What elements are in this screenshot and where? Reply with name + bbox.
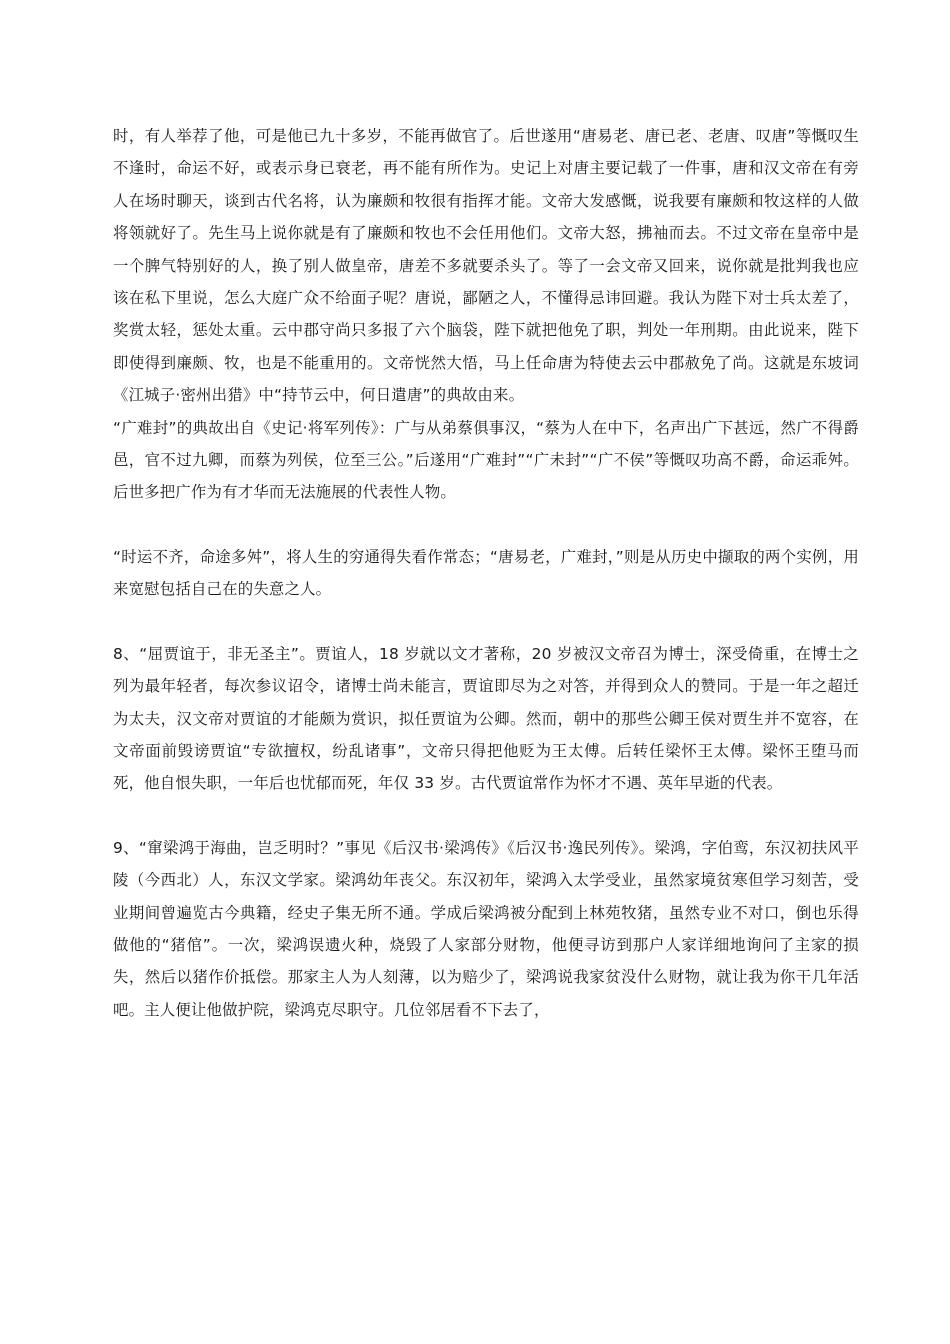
paragraph-guang-nanfeng: “广难封”的典故出自《史记·将军列传》：广与从弟蔡俱事汉，“蔡为人在中下，名声出广下甚远，然广不得爵邑，官不过九卿，而蔡为列侯，位至三公。”后遂用“广难封”“广未封”“广不侯”等慨叹功高不爵，命运乖舛。 后世多把广作为有才华而无法施展的代表性人物。 xyxy=(113,418,859,502)
paragraph-shiyun-buqi: “时运不齐，命途多舛”，将人生的穷通得失看作常态；“唐易老，广难封，”则是从历史中撷取的两个实例，用来宽慰包括自己在的失意之人。 xyxy=(113,547,859,599)
paragraph-tang-story: 时，有人举荐了他，可是他已九十多岁，不能再做官了。后世遂用“唐易老、唐已老、老唐、叹唐”等慨叹生不逢时，命运不好，或表示身已衰老，再不能有所作为。史记上对唐主要记载了一件事，唐和汉文帝在有旁人在场时聊天，谈到古代名将，认为廉颇和牧很有指挥才能。文帝大发感慨，说我要有廉颇和牧这样的人做将领就好了。先生马上说你就是有了廉颇和牧也不会任用他们。文帝大怒，拂袖而去。不过文帝在皇帝中是一个脾气特别好的人，换了别人做皇帝，唐差不多就要杀头了。等了一会文帝又回来，说你就是批判我也应该在私下里说，怎么大庭广众不给面子呢？唐说，鄙陋之人，不懂得忌讳回避。我认为陛下对士兵太差了，奖赏太轻，惩处太重。云中郡守尚只多报了六个脑袋，陛下就把他免了职，判处一年刑期。由此说来，陛下即使得到廉颇、牧，也是不能重用的。文帝恍然大悟，马上任命唐为特使去云中郡赦免了尚。这就是东坡词《江城子·密州出猎》中“持节云中，何日遣唐”的典故由来。 xyxy=(113,127,859,405)
document-body xyxy=(113,120,859,1026)
paragraph-item-8-jia-yi: 8、“屈贾谊于，非无圣主”。贾谊人，18 岁就以文才著称，20 岁被汉文帝召为博士，深受倚重，在博士之列为最年轻者，每次参议诏令，诸博士尚未能言，贾谊即尽为之对答，并得到众人的赞同。于是一年之超迁为太夫，汉文帝对贾谊的才能颇为赏识，拟任贾谊为公卿。然而，朝中的那些公卿王侯对贾生并不宽容，在文帝面前毁谤贾谊“专欲擅权，纷乱诸事”，文帝只得把他贬为王太傅。后转任梁怀王太傅。梁怀王堕马而死，他自恨失职，一年后也忧郁而死，年仅 33 岁。古代贾谊常作为怀才不遇、英年早逝的代表。 xyxy=(113,644,859,793)
paragraph-spacer xyxy=(113,800,859,832)
paragraph-spacer xyxy=(113,509,859,541)
paragraph-spacer xyxy=(113,606,859,638)
paragraph-item-9-liang-hong: 9、“窜梁鸿于海曲，岂乏明时？”事见《后汉书·梁鸿传》《后汉书·逸民列传》。梁鸿，字伯鸾，东汉初扶风平陵（今西北）人，东汉文学家。梁鸿幼年丧父。东汉初年，梁鸿入太学受业，虽然家境贫寒但学习刻苦，受业期间曾遍览古今典籍，经史子集无所不通。学成后梁鸿被分配到上林苑牧猪，虽然专业不对口，倒也乐得做他的“猪倌”。一次，梁鸿误遗火种，烧毁了人家部分财物，他便寻访到那户人家详细地询问了主家的损失，然后以猪作价抵偿。那家主人为人刻薄，以为赔少了，梁鸿说我家贫没什么财物，就让我为你干几年活吧。主人便让他做护院，梁鸿克尽职守。几位邻居看不下去了， xyxy=(113,838,859,1019)
